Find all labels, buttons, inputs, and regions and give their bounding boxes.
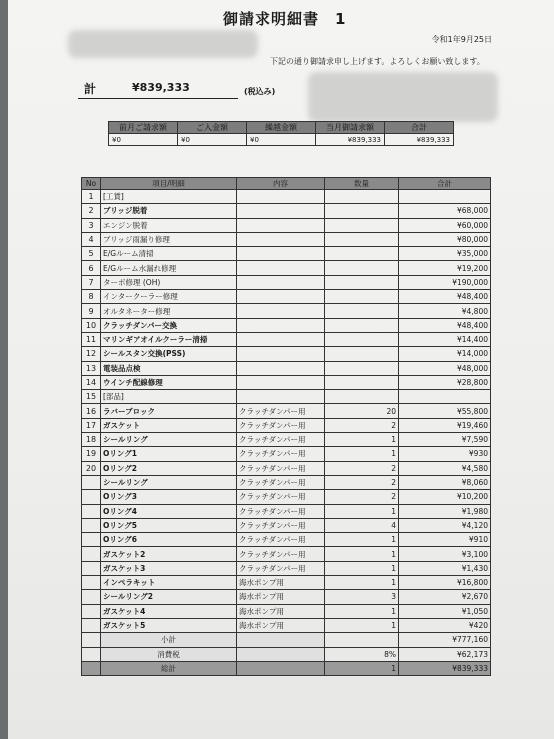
invoice-page xyxy=(8,0,554,739)
row-number xyxy=(82,618,101,632)
summary-value: ¥0 xyxy=(178,134,247,146)
row-number: 20 xyxy=(82,461,101,475)
row-quantity: 1 xyxy=(325,604,399,618)
redacted-area xyxy=(68,30,258,58)
table-row xyxy=(82,275,491,289)
row-content: クラッチダンパー用 xyxy=(237,433,325,447)
tax-included-note: (税込み) xyxy=(244,87,276,96)
row-number: 14 xyxy=(82,375,101,389)
summary-value: ¥0 xyxy=(247,134,316,146)
row-amount: ¥19,460 xyxy=(399,418,491,432)
row-number xyxy=(82,604,101,618)
row-item-name: シールリング xyxy=(101,433,237,447)
row-amount: ¥4,120 xyxy=(399,518,491,532)
row-amount xyxy=(399,390,491,404)
row-number: 1 xyxy=(82,190,101,204)
row-content: 海水ポンプ用 xyxy=(237,576,325,590)
row-quantity: 2 xyxy=(325,461,399,475)
row-amount: ¥55,800 xyxy=(399,404,491,418)
row-item-name: Oリング2 xyxy=(101,461,237,475)
table-row xyxy=(82,618,491,632)
table-row xyxy=(82,204,491,218)
table-row xyxy=(82,190,491,204)
row-item-name: Oリング5 xyxy=(101,518,237,532)
row-content: クラッチダンパー用 xyxy=(237,475,325,489)
col-header-no: No xyxy=(82,178,101,190)
table-row xyxy=(82,604,491,618)
row-item-name: シールスタン交換(PSS) xyxy=(101,347,237,361)
row-quantity xyxy=(325,261,399,275)
row-number: 11 xyxy=(82,332,101,346)
summary-header: 当月御請求額 xyxy=(316,122,385,134)
row-item-name: [工賃] xyxy=(101,190,237,204)
row-number: 17 xyxy=(82,418,101,432)
row-content: クラッチダンパー用 xyxy=(237,447,325,461)
row-amount: ¥1,980 xyxy=(399,504,491,518)
row-quantity xyxy=(325,332,399,346)
issue-date: 令和1年9月25日 xyxy=(431,35,492,44)
row-content xyxy=(237,261,325,275)
row-item-name: Oリング4 xyxy=(101,504,237,518)
subtotal-amount: ¥777,160 xyxy=(399,633,491,647)
row-item-name: ブリッジ雨漏り修理 xyxy=(101,232,237,246)
row-quantity: 1 xyxy=(325,533,399,547)
row-number: 18 xyxy=(82,433,101,447)
summary-header: 繰越金額 xyxy=(247,122,316,134)
table-row xyxy=(82,290,491,304)
row-amount: ¥7,590 xyxy=(399,433,491,447)
table-row xyxy=(82,504,491,518)
row-quantity xyxy=(325,375,399,389)
row-quantity xyxy=(325,290,399,304)
row-item-name: Oリング6 xyxy=(101,533,237,547)
row-item-name: ガスケット2 xyxy=(101,547,237,561)
row-content: クラッチダンパー用 xyxy=(237,533,325,547)
greeting-message: 下記の通り御請求申し上げます。よろしくお願い致します。 xyxy=(270,57,485,66)
row-quantity xyxy=(325,247,399,261)
tax-rate: 8% xyxy=(325,647,399,661)
row-number: 6 xyxy=(82,261,101,275)
grand-total-amount: ¥839,333 xyxy=(399,661,491,675)
redacted-area xyxy=(308,72,498,122)
row-number: 9 xyxy=(82,304,101,318)
row-amount: ¥48,400 xyxy=(399,290,491,304)
summary-value: ¥0 xyxy=(109,134,178,146)
row-amount: ¥2,670 xyxy=(399,590,491,604)
row-quantity: 1 xyxy=(325,561,399,575)
row-quantity: 1 xyxy=(325,618,399,632)
row-quantity xyxy=(325,390,399,404)
row-content xyxy=(237,247,325,261)
row-quantity: 1 xyxy=(325,547,399,561)
grand-total-label: 総計 xyxy=(101,661,237,675)
row-amount: ¥68,000 xyxy=(399,204,491,218)
row-content xyxy=(237,304,325,318)
row-item-name: ターボ修理 (OH) xyxy=(101,275,237,289)
row-item-name: ガスケット4 xyxy=(101,604,237,618)
row-item-name: インタークーラー修理 xyxy=(101,290,237,304)
table-row xyxy=(82,447,491,461)
row-amount: ¥48,000 xyxy=(399,361,491,375)
table-row xyxy=(82,518,491,532)
row-quantity xyxy=(325,275,399,289)
row-number: 4 xyxy=(82,232,101,246)
row-content: 海水ポンプ用 xyxy=(237,604,325,618)
total-label: 計 xyxy=(84,82,97,96)
row-item-name: ウインチ配線修理 xyxy=(101,375,237,389)
row-amount: ¥48,400 xyxy=(399,318,491,332)
row-content: 海水ポンプ用 xyxy=(237,618,325,632)
row-quantity xyxy=(325,361,399,375)
row-number: 15 xyxy=(82,390,101,404)
row-quantity xyxy=(325,304,399,318)
row-content: クラッチダンパー用 xyxy=(237,504,325,518)
tax-row xyxy=(82,647,491,661)
row-number: 5 xyxy=(82,247,101,261)
row-number: 2 xyxy=(82,204,101,218)
row-content: クラッチダンパー用 xyxy=(237,518,325,532)
table-row xyxy=(82,475,491,489)
row-item-name: ガスケット3 xyxy=(101,561,237,575)
row-amount: ¥930 xyxy=(399,447,491,461)
summary-header: 合計 xyxy=(385,122,454,134)
row-quantity xyxy=(325,232,399,246)
grand-total-row xyxy=(82,661,491,675)
row-amount: ¥8,060 xyxy=(399,475,491,489)
col-header-item: 項目/明細 xyxy=(101,178,237,190)
row-quantity: 1 xyxy=(325,447,399,461)
row-number xyxy=(82,518,101,532)
row-content: クラッチダンパー用 xyxy=(237,461,325,475)
row-item-name: ガスケット xyxy=(101,418,237,432)
document-title: 御請求明細書 1 xyxy=(223,10,347,28)
table-row xyxy=(82,261,491,275)
summary-header-row xyxy=(109,122,454,134)
row-content xyxy=(237,275,325,289)
row-item-name: 電装品点検 xyxy=(101,361,237,375)
row-item-name: ガスケット5 xyxy=(101,618,237,632)
row-item-name: シールリング2 xyxy=(101,590,237,604)
line-items-table xyxy=(81,177,491,676)
row-amount xyxy=(399,190,491,204)
table-row xyxy=(82,433,491,447)
row-number xyxy=(82,490,101,504)
total-amount: ¥839,333 xyxy=(132,81,190,94)
row-amount: ¥14,000 xyxy=(399,347,491,361)
row-item-name: シールリング xyxy=(101,475,237,489)
row-number: 10 xyxy=(82,318,101,332)
row-content xyxy=(237,332,325,346)
table-row xyxy=(82,332,491,346)
subtotal-label: 小計 xyxy=(101,633,237,647)
table-row xyxy=(82,418,491,432)
row-quantity: 1 xyxy=(325,576,399,590)
row-content: クラッチダンパー用 xyxy=(237,561,325,575)
row-amount: ¥35,000 xyxy=(399,247,491,261)
row-item-name: ラバーブロック xyxy=(101,404,237,418)
row-number: 7 xyxy=(82,275,101,289)
row-number: 19 xyxy=(82,447,101,461)
row-content xyxy=(237,204,325,218)
table-row xyxy=(82,247,491,261)
row-number xyxy=(82,504,101,518)
row-quantity xyxy=(325,347,399,361)
row-quantity xyxy=(325,218,399,232)
row-quantity: 2 xyxy=(325,475,399,489)
table-row xyxy=(82,404,491,418)
grand-total-qty: 1 xyxy=(325,661,399,675)
subtotal-row xyxy=(82,633,491,647)
table-row xyxy=(82,461,491,475)
row-item-name: ブリッジ脱着 xyxy=(101,204,237,218)
summary-value: ¥839,333 xyxy=(316,134,385,146)
row-amount: ¥4,580 xyxy=(399,461,491,475)
row-amount: ¥4,800 xyxy=(399,304,491,318)
row-number xyxy=(82,576,101,590)
row-item-name: エンジン脱着 xyxy=(101,218,237,232)
row-content xyxy=(237,290,325,304)
table-row xyxy=(82,361,491,375)
row-quantity: 1 xyxy=(325,433,399,447)
row-item-name: E/Gルーム清掃 xyxy=(101,247,237,261)
tax-amount: ¥62,173 xyxy=(399,647,491,661)
table-row xyxy=(82,590,491,604)
row-item-name: Oリング1 xyxy=(101,447,237,461)
row-amount: ¥60,000 xyxy=(399,218,491,232)
summary-value-row xyxy=(109,134,454,146)
row-number: 13 xyxy=(82,361,101,375)
row-quantity: 1 xyxy=(325,504,399,518)
table-row xyxy=(82,390,491,404)
row-content: クラッチダンパー用 xyxy=(237,490,325,504)
row-quantity: 4 xyxy=(325,518,399,532)
row-content xyxy=(237,232,325,246)
row-content xyxy=(237,361,325,375)
row-content xyxy=(237,390,325,404)
items-header-row xyxy=(82,178,491,190)
row-number xyxy=(82,475,101,489)
table-row xyxy=(82,533,491,547)
row-content xyxy=(237,190,325,204)
row-quantity: 3 xyxy=(325,590,399,604)
row-content xyxy=(237,375,325,389)
row-quantity xyxy=(325,190,399,204)
row-amount: ¥16,800 xyxy=(399,576,491,590)
row-amount: ¥19,200 xyxy=(399,261,491,275)
table-row xyxy=(82,561,491,575)
row-number: 12 xyxy=(82,347,101,361)
summary-header: 前月ご請求額 xyxy=(109,122,178,134)
row-item-name: インペラキット xyxy=(101,576,237,590)
summary-header: ご入金額 xyxy=(178,122,247,134)
row-content: クラッチダンパー用 xyxy=(237,547,325,561)
row-number: 8 xyxy=(82,290,101,304)
row-quantity: 20 xyxy=(325,404,399,418)
table-row xyxy=(82,318,491,332)
row-content: クラッチダンパー用 xyxy=(237,404,325,418)
row-amount: ¥28,800 xyxy=(399,375,491,389)
row-item-name: [部品] xyxy=(101,390,237,404)
col-header-qty: 数量 xyxy=(325,178,399,190)
row-content: 海水ポンプ用 xyxy=(237,590,325,604)
col-header-amount: 合計 xyxy=(399,178,491,190)
row-content: クラッチダンパー用 xyxy=(237,418,325,432)
table-row xyxy=(82,304,491,318)
row-number xyxy=(82,547,101,561)
row-amount: ¥190,000 xyxy=(399,275,491,289)
row-item-name: Oリング3 xyxy=(101,490,237,504)
table-row xyxy=(82,576,491,590)
row-content xyxy=(237,347,325,361)
row-item-name: E/Gルーム水漏れ修理 xyxy=(101,261,237,275)
table-row xyxy=(82,232,491,246)
row-amount: ¥1,050 xyxy=(399,604,491,618)
row-amount: ¥420 xyxy=(399,618,491,632)
row-item-name: マリンギアオイルクーラー清掃 xyxy=(101,332,237,346)
table-row xyxy=(82,375,491,389)
row-amount: ¥910 xyxy=(399,533,491,547)
billing-summary-table xyxy=(108,121,454,146)
row-amount: ¥10,200 xyxy=(399,490,491,504)
row-number xyxy=(82,561,101,575)
row-content xyxy=(237,218,325,232)
tax-label: 消費税 xyxy=(101,647,237,661)
row-number xyxy=(82,533,101,547)
items-body xyxy=(82,190,491,633)
row-content xyxy=(237,318,325,332)
row-number: 16 xyxy=(82,404,101,418)
row-quantity: 2 xyxy=(325,490,399,504)
row-item-name: クラッチダンパー交換 xyxy=(101,318,237,332)
row-quantity xyxy=(325,318,399,332)
row-amount: ¥14,400 xyxy=(399,332,491,346)
summary-value: ¥839,333 xyxy=(385,134,454,146)
row-amount: ¥80,000 xyxy=(399,232,491,246)
col-header-content: 内容 xyxy=(237,178,325,190)
table-row xyxy=(82,347,491,361)
row-item-name: オルタネーター修理 xyxy=(101,304,237,318)
table-row xyxy=(82,547,491,561)
table-row xyxy=(82,218,491,232)
row-number: 3 xyxy=(82,218,101,232)
table-row xyxy=(82,490,491,504)
row-quantity: 2 xyxy=(325,418,399,432)
row-amount: ¥1,430 xyxy=(399,561,491,575)
row-number xyxy=(82,590,101,604)
row-amount: ¥3,100 xyxy=(399,547,491,561)
row-quantity xyxy=(325,204,399,218)
